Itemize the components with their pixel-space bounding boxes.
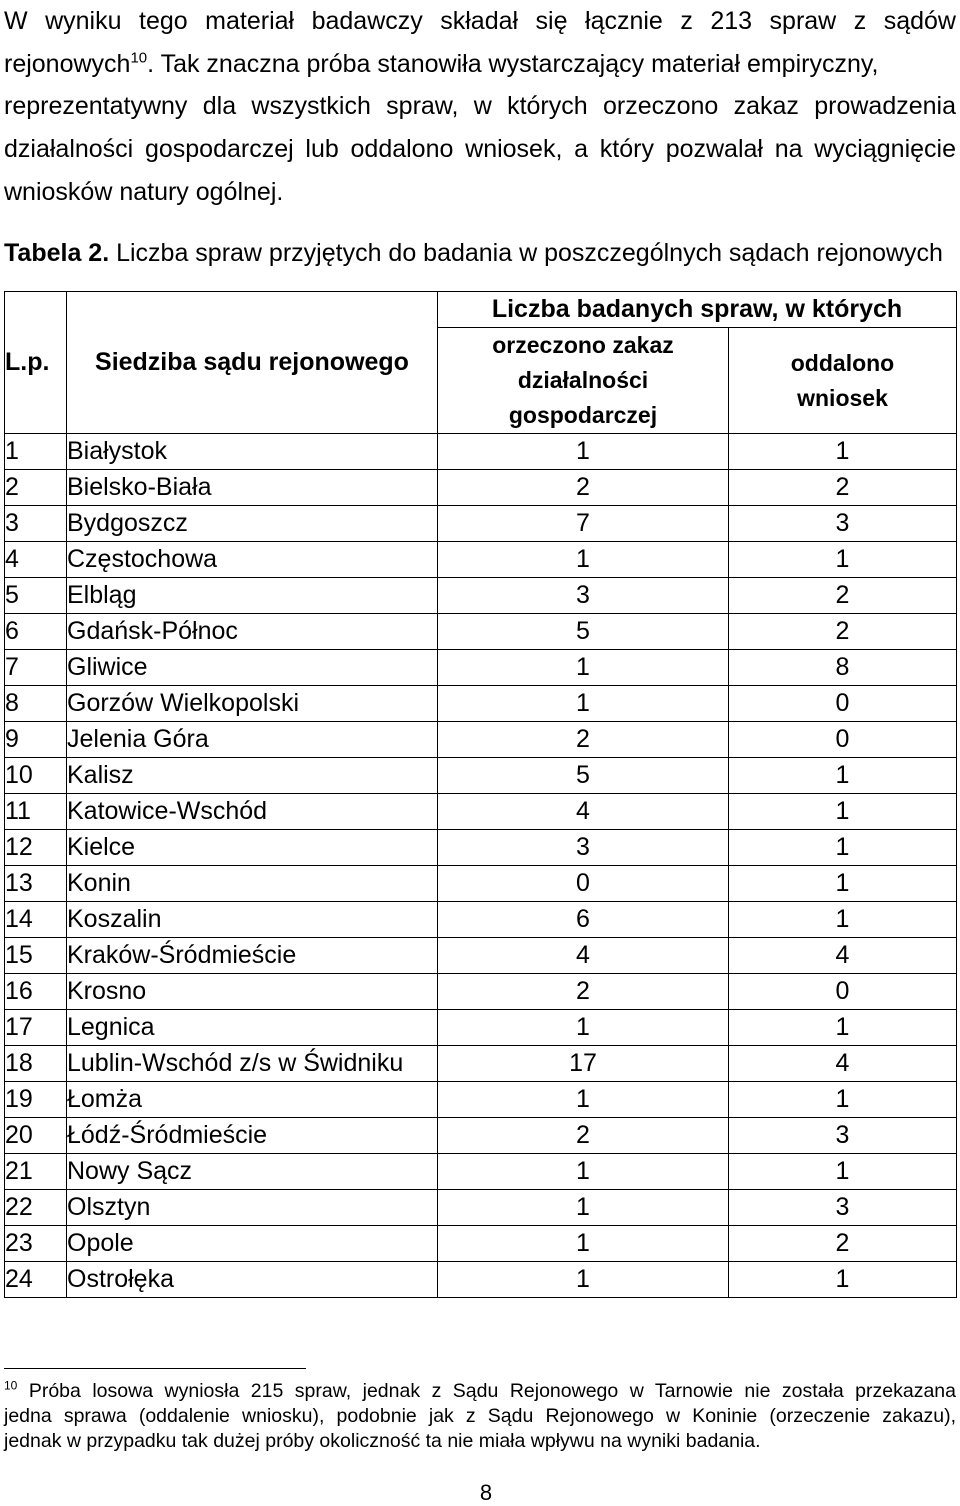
table-row [5,1154,957,1190]
motions-dismissed-count: 2 [729,614,957,650]
court-name: Olsztyn [67,1190,438,1226]
footnote-line: jednak w przypadku tak dużej próby okoliczność ta nie miała wpływu na wyniki badania. [4,1430,761,1452]
table-row [5,1046,957,1082]
footnote-divider [4,1368,306,1369]
court-name: Legnica [67,1010,438,1046]
row-number: 2 [5,470,67,506]
court-name: Gdańsk-Północ [67,614,438,650]
footnote-line: $^{10}$ Próba losowa wyniosła 215 spraw, jednak z Sądu Rejonowego w Tarnowie nie została przekazana [4,1378,956,1402]
court-name: Opole [67,1226,438,1262]
table-row [5,866,957,902]
table-row [5,830,957,866]
row-number: 12 [5,830,67,866]
motions-dismissed-count: 2 [729,1226,957,1262]
court-name: Katowice-Wschód [67,794,438,830]
court-name: Gliwice [67,650,438,686]
bans-ordered-count: 1 [438,542,729,578]
motions-dismissed-count: 3 [729,1190,957,1226]
court-name: Łódź-Śródmieście [67,1118,438,1154]
bans-ordered-count: 1 [438,686,729,722]
bans-ordered-count: 17 [438,1046,729,1082]
row-number: 7 [5,650,67,686]
bans-ordered-count: 1 [438,1190,729,1226]
table-row [5,1190,957,1226]
motions-dismissed-count: 1 [729,1262,957,1298]
bans-ordered-count: 2 [438,1118,729,1154]
table-caption [4,236,943,270]
bans-ordered-count: 1 [438,1010,729,1046]
motions-dismissed-count: 1 [729,794,957,830]
table-row [5,542,957,578]
bans-ordered-count: 7 [438,506,729,542]
row-number: 16 [5,974,67,1010]
table-row [5,722,957,758]
header-lp: L.p. [5,292,67,434]
court-name: Białystok [67,434,438,470]
row-number: 8 [5,686,67,722]
table-row [5,1082,957,1118]
table-row [5,938,957,974]
bans-ordered-count: 3 [438,578,729,614]
row-number: 20 [5,1118,67,1154]
motions-dismissed-count: 0 [729,686,957,722]
row-number: 3 [5,506,67,542]
motions-dismissed-count: 1 [729,758,957,794]
table-row [5,650,957,686]
motions-dismissed-count: 1 [729,542,957,578]
row-number: 10 [5,758,67,794]
body-line: W wyniku tego materiał badawczy składał się łącznie z 213 spraw z sądów [4,7,956,35]
table-row [5,758,957,794]
row-number: 11 [5,794,67,830]
row-number: 18 [5,1046,67,1082]
table-row [5,974,957,1010]
row-number: 4 [5,542,67,578]
bans-ordered-count: 2 [438,470,729,506]
bans-ordered-count: 5 [438,614,729,650]
motions-dismissed-count: 2 [729,578,957,614]
court-name: Krosno [67,974,438,1010]
motions-dismissed-count: 1 [729,866,957,902]
bans-ordered-count: 2 [438,722,729,758]
motions-dismissed-count: 0 [729,722,957,758]
bans-ordered-count: 0 [438,866,729,902]
motions-dismissed-count: 2 [729,470,957,506]
row-number: 1 [5,434,67,470]
bans-ordered-count: 5 [438,758,729,794]
court-name: Nowy Sącz [67,1154,438,1190]
row-number: 21 [5,1154,67,1190]
bans-ordered-count: 6 [438,902,729,938]
row-number: 23 [5,1226,67,1262]
court-name: Gorzów Wielkopolski [67,686,438,722]
table-row [5,470,957,506]
table-row [5,434,957,470]
header-seat: Siedziba sądu rejonowego [67,292,438,434]
bans-ordered-count: 1 [438,1082,729,1118]
court-name: Bielsko-Biała [67,470,438,506]
header-ban-ordered: orzeczono zakaz działalności gospodarczej [438,328,729,434]
table-row [5,1262,957,1298]
court-name: Elbląg [67,578,438,614]
row-number: 14 [5,902,67,938]
bans-ordered-count: 1 [438,1226,729,1262]
motions-dismissed-count: 1 [729,1010,957,1046]
motions-dismissed-count: 8 [729,650,957,686]
motions-dismissed-count: 3 [729,506,957,542]
footnote-ref[interactable]: 10 [130,49,148,67]
footnote-number: 10 [4,1378,18,1393]
court-name: Częstochowa [67,542,438,578]
table-caption-label: Tabela 2. [4,239,110,267]
motions-dismissed-count: 4 [729,1046,957,1082]
bans-ordered-count: 1 [438,434,729,470]
table-body [5,434,957,1298]
body-paragraph [4,0,956,214]
table-row [5,614,957,650]
footnote-line: jedna sprawa (oddalenie wniosku), podobnie jak z Sądu Rejonowego w Koninie (orzeczenie zakazu), [4,1405,956,1427]
court-name: Lublin-Wschód z/s w Świdniku [67,1046,438,1082]
motions-dismissed-count: 1 [729,1154,957,1190]
motions-dismissed-count: 0 [729,974,957,1010]
motions-dismissed-count: 1 [729,1082,957,1118]
court-name: Koszalin [67,902,438,938]
motions-dismissed-count: 1 [729,434,957,470]
page-number: 8 [479,1480,493,1505]
row-number: 24 [5,1262,67,1298]
bans-ordered-count: 4 [438,938,729,974]
header-motion-dismissed: oddalono wniosek [729,328,957,434]
motions-dismissed-count: 4 [729,938,957,974]
bans-ordered-count: 1 [438,1154,729,1190]
court-name: Kielce [67,830,438,866]
table-row [5,578,957,614]
table-row [5,902,957,938]
table-row [5,1118,957,1154]
body-line: działalności gospodarczej lub oddalono wniosek, a który pozwalał na wyciągnięcie [4,135,956,164]
footnote [4,1379,956,1454]
courts-table [4,291,957,1298]
court-name: Konin [67,866,438,902]
row-number: 5 [5,578,67,614]
body-line: reprezentatywny dla wszystkich spraw, w których orzeczono zakaz prowadzenia [4,92,956,121]
court-name: Jelenia Góra [67,722,438,758]
table-caption-text: Liczba spraw przyjętych do badania w poszczególnych sądach rejonowych [109,239,943,267]
court-name: Kraków-Śródmieście [67,938,438,974]
row-number: 15 [5,938,67,974]
body-line: rejonowych$^{10}$. Tak znaczna próba stanowiła wystarczający materiał empiryczny, [4,49,879,78]
table-row [5,506,957,542]
court-name: Ostrołęka [67,1262,438,1298]
bans-ordered-count: 3 [438,830,729,866]
row-number: 13 [5,866,67,902]
bans-ordered-count: 1 [438,650,729,686]
bans-ordered-count: 4 [438,794,729,830]
bans-ordered-count: 1 [438,1262,729,1298]
row-number: 6 [5,614,67,650]
table-row [5,794,957,830]
table-row [5,1010,957,1046]
court-name: Łomża [67,1082,438,1118]
row-number: 22 [5,1190,67,1226]
motions-dismissed-count: 1 [729,830,957,866]
court-name: Bydgoszcz [67,506,438,542]
motions-dismissed-count: 3 [729,1118,957,1154]
row-number: 17 [5,1010,67,1046]
body-line: wniosków natury ogólnej. [4,177,284,206]
header-group: Liczba badanych spraw, w których [438,292,957,328]
row-number: 19 [5,1082,67,1118]
row-number: 9 [5,722,67,758]
table-row [5,686,957,722]
motions-dismissed-count: 1 [729,902,957,938]
table-row [5,1226,957,1262]
court-name: Kalisz [67,758,438,794]
bans-ordered-count: 2 [438,974,729,1010]
